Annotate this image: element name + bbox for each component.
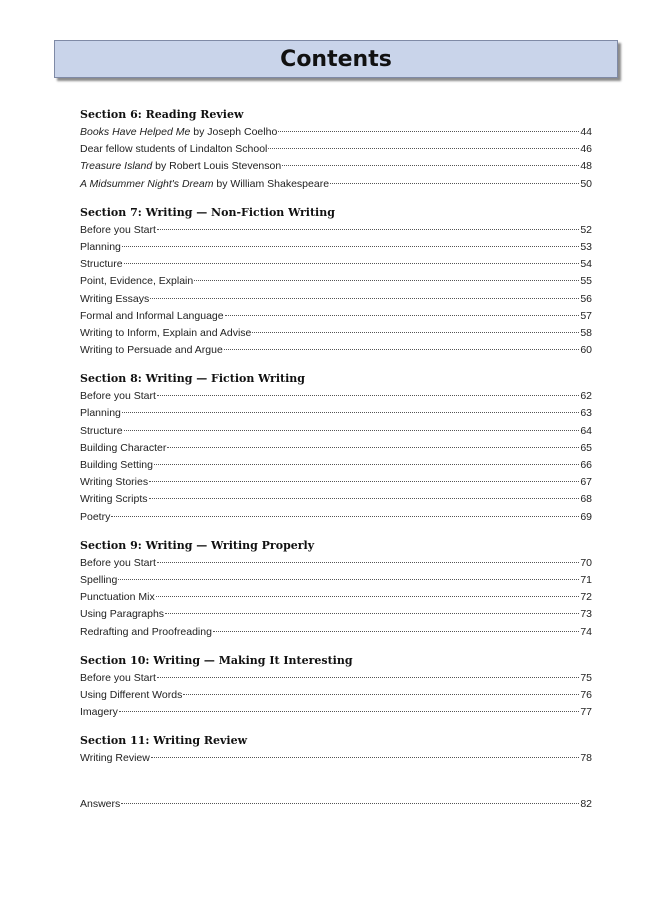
- entry-title-text: by William Shakespeare: [213, 177, 330, 190]
- page-number: 76: [580, 688, 592, 701]
- toc-entry[interactable]: [80, 474, 592, 491]
- entry-title-italic: Books Have Helped Me: [80, 126, 191, 138]
- entry-title-text: Planning: [80, 407, 121, 420]
- entry-title: [80, 457, 153, 474]
- entry-title: [80, 158, 281, 175]
- dot-leader: [119, 711, 579, 712]
- entry-title: [80, 124, 277, 141]
- dot-leader: [278, 131, 579, 132]
- entry-title: [80, 222, 156, 239]
- entry-title: Answers: [80, 798, 121, 810]
- entry-title: [80, 704, 118, 721]
- entry-title-text: Poetry: [80, 510, 111, 523]
- entry-title: [80, 388, 156, 405]
- page-number: 63: [580, 407, 592, 420]
- toc-entry[interactable]: [80, 491, 592, 508]
- page-number: 75: [580, 671, 592, 684]
- toc-entry[interactable]: [80, 440, 592, 457]
- table-of-contents: [80, 106, 592, 778]
- dot-leader: [157, 562, 579, 563]
- page-number: 78: [580, 752, 592, 765]
- section-heading: Section 11: Writing Review: [80, 734, 248, 748]
- toc-entry[interactable]: [80, 606, 592, 623]
- entry-title-text: Before you Start: [80, 223, 156, 236]
- page-number: 44: [580, 126, 592, 138]
- page-number: 62: [580, 390, 592, 403]
- page-number: 69: [580, 510, 592, 523]
- entry-title-text: Formal and Informal Language: [80, 309, 224, 322]
- toc-entry[interactable]: [80, 291, 592, 308]
- dot-leader: [194, 280, 579, 281]
- page-number: 64: [580, 424, 592, 437]
- page-number: 52: [580, 223, 592, 236]
- entry-title-italic: Treasure Island: [80, 160, 153, 173]
- dot-leader: [122, 412, 579, 413]
- toc-entry[interactable]: [80, 256, 592, 273]
- entry-title-text: Before you Start: [80, 671, 156, 684]
- toc-entry[interactable]: [80, 158, 592, 175]
- entry-title-text: Punctuation Mix: [80, 591, 155, 604]
- entry-title-text: Writing to Inform, Explain and Advise: [80, 326, 252, 339]
- entry-title-text: Redrafting and Proofreading: [80, 625, 212, 638]
- toc-entry[interactable]: [80, 308, 592, 325]
- section-heading: Section 6: Reading Review: [80, 108, 244, 121]
- dot-leader: [268, 148, 579, 149]
- entry-title-text: Before you Start: [80, 390, 156, 403]
- entry-title-text: Building Character: [80, 441, 167, 454]
- section-heading: Section 9: Writing — Writing Properly: [80, 538, 315, 552]
- entry-title-italic: A Midsummer Night's Dream: [80, 177, 214, 190]
- dot-leader: [167, 447, 579, 448]
- entry-title-text: Writing Stories: [80, 476, 149, 489]
- toc-entry[interactable]: [80, 572, 592, 589]
- entry-title: [80, 509, 110, 526]
- page-number: 50: [580, 177, 592, 190]
- entry-title: [80, 176, 329, 193]
- page-number: 72: [580, 591, 592, 604]
- answers-entry[interactable]: [80, 796, 592, 813]
- page-number: 54: [580, 258, 592, 271]
- toc-entry[interactable]: [80, 509, 592, 526]
- toc-entry[interactable]: [80, 325, 592, 342]
- toc-entry[interactable]: [80, 457, 592, 474]
- toc-entry[interactable]: [80, 589, 592, 606]
- dot-leader: [149, 481, 579, 482]
- toc-entry[interactable]: [80, 342, 592, 359]
- entry-title-text: Writing Essays: [80, 292, 150, 305]
- dot-leader: [121, 803, 579, 804]
- dot-leader: [330, 183, 579, 184]
- entry-title-text: Imagery: [80, 706, 118, 719]
- entry-title: [80, 572, 117, 589]
- dot-leader: [282, 165, 579, 166]
- entry-title: [80, 750, 150, 767]
- entry-title-text: Writing Review: [80, 752, 150, 765]
- section-heading: Section 7: Writing — Non-Fiction Writing: [80, 205, 335, 219]
- entry-title: [80, 687, 182, 704]
- toc-section: [80, 732, 592, 767]
- entry-title: [80, 141, 267, 158]
- toc-section: [80, 106, 592, 193]
- dot-leader: [111, 516, 579, 517]
- entry-title: [80, 491, 148, 508]
- toc-entry[interactable]: [80, 423, 592, 440]
- toc-entry[interactable]: [80, 388, 592, 405]
- entry-title: [80, 555, 156, 572]
- section-heading: Section 10: Writing — Making It Interesting: [80, 653, 353, 667]
- dot-leader: [157, 229, 579, 230]
- toc-entry[interactable]: [80, 141, 592, 158]
- dot-leader: [156, 596, 580, 597]
- page-number: 55: [580, 275, 592, 288]
- page-number: 48: [580, 160, 592, 173]
- toc-entry[interactable]: [80, 176, 592, 193]
- dot-leader: [157, 395, 579, 396]
- entry-title-text: Using Paragraphs: [80, 608, 165, 621]
- toc-section: [80, 370, 592, 526]
- toc-section: [80, 204, 592, 360]
- toc-section: [80, 537, 592, 641]
- page-number: 73: [580, 608, 592, 621]
- entry-title: [80, 342, 223, 359]
- page-number: 46: [580, 143, 592, 156]
- entry-title-text: Writing to Persuade and Argue: [80, 344, 223, 357]
- dot-leader: [213, 631, 579, 632]
- page-number: 68: [580, 493, 592, 506]
- dot-leader: [124, 430, 580, 431]
- entry-title: [80, 589, 155, 606]
- entry-title: [80, 308, 224, 325]
- dot-leader: [124, 263, 580, 264]
- entry-title-text: Structure: [80, 258, 123, 271]
- page-number: 67: [580, 476, 592, 489]
- page-number: 60: [580, 344, 592, 357]
- toc-entry[interactable]: [80, 124, 592, 141]
- entry-title: [80, 239, 121, 256]
- dot-leader: [154, 464, 579, 465]
- page-number: 82: [580, 798, 592, 810]
- page-number: 65: [580, 441, 592, 454]
- toc-entry[interactable]: [80, 796, 592, 813]
- entry-title: [80, 325, 251, 342]
- toc-entry[interactable]: [80, 239, 592, 256]
- toc-entry[interactable]: [80, 687, 592, 704]
- entry-title-text: Dear fellow students of Lindalton School: [80, 143, 268, 156]
- page-number: 56: [580, 292, 592, 305]
- dot-leader: [118, 579, 579, 580]
- dot-leader: [150, 298, 579, 299]
- entry-title-text: by Joseph Coelho: [190, 126, 278, 138]
- dot-leader: [165, 613, 579, 614]
- entry-title-text: Structure: [80, 424, 123, 437]
- entry-title: [80, 405, 121, 422]
- toc-entry[interactable]: [80, 273, 592, 290]
- dot-leader: [151, 757, 579, 758]
- toc-entry[interactable]: [80, 624, 592, 641]
- entry-title-text: Building Setting: [80, 459, 153, 471]
- dot-leader: [224, 349, 580, 350]
- page-number: 74: [580, 625, 592, 638]
- dot-leader: [183, 694, 579, 695]
- page-number: 57: [580, 309, 592, 322]
- entry-title-text: Writing Scripts: [80, 493, 148, 506]
- entry-title-text: Before you Start: [80, 556, 156, 569]
- page-number: 71: [580, 573, 592, 586]
- toc-entry[interactable]: [80, 555, 592, 572]
- dot-leader: [122, 246, 579, 247]
- entry-title: [80, 606, 164, 623]
- entry-title-text: Point, Evidence, Explain: [80, 275, 194, 288]
- entry-title: [80, 273, 193, 290]
- entry-title: [80, 670, 156, 687]
- page-number: 53: [580, 240, 592, 253]
- entry-title: [80, 624, 212, 641]
- page-title: Contents: [280, 46, 392, 72]
- toc-entry[interactable]: [80, 750, 592, 767]
- page-number: 66: [580, 459, 592, 471]
- entry-title-text: Using Different Words: [80, 688, 183, 701]
- entry-title-text: by Robert Louis Stevenson: [152, 160, 282, 173]
- entry-title: [80, 423, 123, 440]
- dot-leader: [149, 498, 580, 499]
- page-number: 58: [580, 326, 592, 339]
- dot-leader: [252, 332, 579, 333]
- toc-section: [80, 652, 592, 722]
- entry-title: [80, 440, 166, 457]
- page-number: 77: [580, 706, 592, 719]
- toc-entry[interactable]: [80, 222, 592, 239]
- entry-title: [80, 256, 123, 273]
- entry-title: [80, 291, 149, 308]
- entry-title: [80, 474, 148, 491]
- page-number: 70: [580, 556, 592, 569]
- toc-entry[interactable]: [80, 405, 592, 422]
- entry-title-text: Spelling: [80, 573, 118, 586]
- dot-leader: [225, 315, 580, 316]
- entry-title-text: Planning: [80, 240, 121, 253]
- dot-leader: [157, 677, 579, 678]
- contents-banner: [54, 40, 618, 78]
- toc-entry[interactable]: [80, 670, 592, 687]
- toc-entry[interactable]: [80, 704, 592, 721]
- section-heading: Section 8: Writing — Fiction Writing: [80, 372, 305, 386]
